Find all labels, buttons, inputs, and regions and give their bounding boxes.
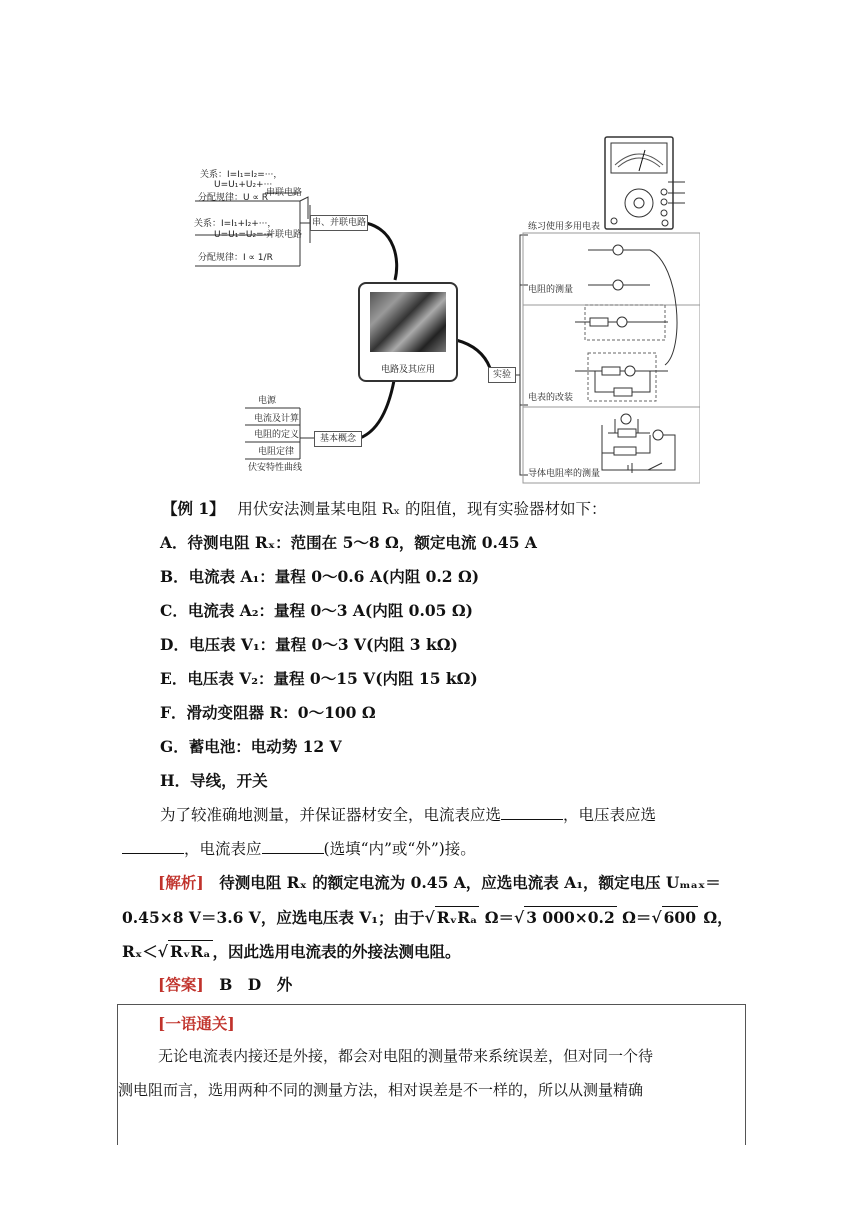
label-meter-mod: 电表的改装 [528,393,574,403]
branch-experiment: 实验 [488,367,516,383]
analysis-line-1 [158,872,721,894]
series-rule: 分配规律：U ∝ R [198,193,268,203]
example-question: 用伏安法测量某电阻 Rₓ 的阻值，现有实验器材如下： [237,500,607,518]
prompt-part-4: (选填“内”或“外”)接。 [323,840,476,858]
center-node [358,282,458,382]
series-relation-2: U=U₁+U₂+··· [214,180,273,190]
analysis-text-3a: Rₓ＜ [122,942,158,961]
center-image [370,292,446,352]
prompt-part-2: ，电压表应选 [563,806,657,824]
analysis-text-3b: ，因此选用电流表的外接法测电阻。 [212,942,461,961]
answer-label: [答案] [158,975,204,994]
branch-basic-concepts: 基本概念 [314,431,362,447]
concept-item-1: 电源 [258,396,277,406]
note-line-1: 无论电流表内接还是外接，都会对电阻的测量带来系统误差，但对同一个待 [158,1047,654,1065]
analysis-text-2b: Ω＝ [479,908,515,927]
answer-blank-1[interactable] [501,805,563,820]
branch-series-parallel: 串、并联电路 [310,215,368,231]
option-a: A．待测电阻 Rₓ：范围在 5～8 Ω，额定电流 0.45 A [160,533,537,552]
analysis-line-3: Rₓ＜√ RᵥRₐ ，因此选用电流表的外接法测电阻。 [122,942,461,961]
analysis-text-2d: Ω， [697,908,733,927]
center-label: 电路及其应用 [380,365,435,375]
concept-item-5: 伏安特性曲线 [248,463,303,473]
label-resistance: 电阻的测量 [528,285,574,295]
parallel-relation-2: U=U₁=U₂=··· [214,230,273,240]
series-relation-1: 关系：I=I₁=I₂=···， [200,170,283,180]
option-c: C．电流表 A₂：量程 0～3 A(内阻 0.05 Ω) [160,601,473,620]
option-h: H．导线，开关 [160,771,268,790]
note-line-2: 测电阻而言，选用两种不同的测量方法，相对误差是不一样的，所以从测量精确 [118,1081,644,1099]
series-label: 串联电路 [266,188,303,198]
sqrt-600: 600 [663,908,696,927]
prompt-line-2 [122,838,476,860]
label-multimeter: 练习使用多用电表 [528,222,601,232]
sqrt-rv-ra-2: RᵥRₐ [169,942,211,961]
option-e: E．电压表 V₂：量程 0～15 V(内阻 15 kΩ) [160,669,478,688]
example-heading: 【例 1】 [162,499,217,518]
option-f: F．滑动变阻器 R：0～100 Ω [160,703,376,722]
note-box [117,1004,746,1145]
label-resistivity: 导体电阻率的测量 [528,469,601,479]
answer-line [158,974,292,996]
prompt-part-3: ，电流表应 [184,840,262,858]
answer-value: B D 外 [219,975,293,994]
concept-item-2: 电流及计算 [254,414,300,424]
concept-item-3: 电阻的定义 [254,430,300,440]
mind-map [190,135,700,485]
option-b: B．电流表 A₁：量程 0～0.6 A(内阻 0.2 Ω) [160,567,480,586]
sqrt-rv-ra: RᵥRₐ [436,908,478,927]
analysis-label: [解析] [158,873,204,892]
concept-item-4: 电阻定律 [258,447,295,457]
answer-blank-2[interactable] [122,839,184,854]
parallel-label: 并联电路 [266,230,303,240]
option-g: G．蓄电池：电动势 12 V [160,737,342,756]
parallel-rule: 分配规律：I ∝ 1/R [198,253,273,263]
prompt-part-1: 为了较准确地测量，并保证器材安全，电流表应选 [160,806,502,824]
option-d: D．电压表 V₁：量程 0～3 V(内阻 3 kΩ) [160,635,458,654]
analysis-text-2a: 0.45×8 V＝3.6 V，应选电压表 V₁；由于 [122,908,425,927]
parallel-relation-1: 关系：I=I₁+I₂+···， [194,219,277,229]
analysis-text-1: 待测电阻 Rₓ 的额定电流为 0.45 A，应选电流表 A₁，额定电压 Uₘₐₓ＝ [219,873,721,892]
example-question-line [162,498,606,520]
note-label: [一语通关] [158,1014,235,1033]
sqrt-product: 3 000×0.2 [526,908,615,927]
answer-blank-3[interactable] [262,839,324,854]
analysis-line-2: 0.45×8 V＝3.6 V，应选电压表 V₁；由于√ RᵥRₐ Ω＝√ 3 000×0.2 Ω＝√ 600 Ω， [122,908,733,927]
analysis-text-2c: Ω＝ [616,908,652,927]
prompt-line-1 [160,804,656,826]
